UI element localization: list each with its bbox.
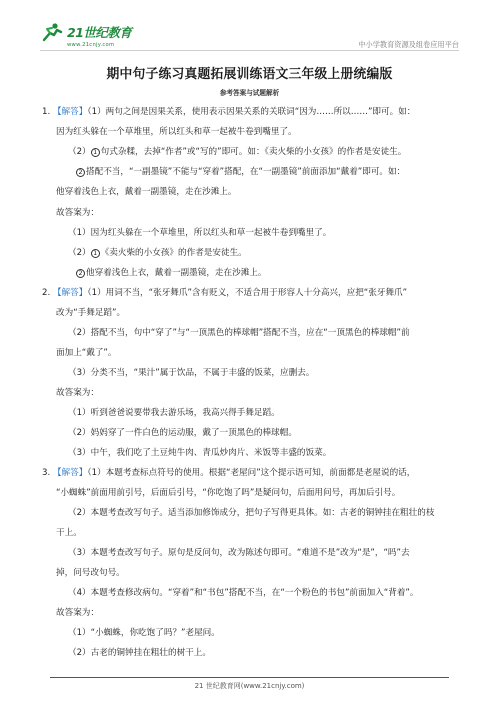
logo-subtext: www.21cnjy.com	[67, 42, 115, 48]
q3-line-2: “小蜘蛛”前面用前引号，后面后引号，“你吃饱了吗”是疑问句，后面用问号，再加后引号。	[56, 488, 401, 498]
q2-answer-3: （3）中午，我们吃了土豆炖牛肉、青瓜炒肉片、米饭等丰盛的饭菜。	[68, 448, 332, 458]
q1-line-1	[42, 106, 415, 118]
q1-line-5: 他穿着浅色上衣，戴着一副墨镜，走在沙滩上。	[56, 187, 237, 197]
q3-line-5: （3）本题考查改写句子。原句是反问句，改为陈述句即可。“难道不是”改为“是”，“吗”去	[68, 548, 410, 558]
q2-answer-tag: 【解答】	[52, 288, 88, 298]
q3-answer-2: （2）古老的铜钟挂在粗壮的树干上。	[68, 648, 211, 658]
q2-answer-label: 故答案为：	[56, 388, 99, 398]
q1-answer-label: 故答案为：	[56, 208, 99, 218]
q3-line-3: （2）本题考查改写句子。适当添加修饰成分，把句子写得更具体。如：古老的铜钟挂在粗壮的枝	[68, 508, 435, 518]
q1-answer-1: （1）因为红头躲在一个草堆里，所以红头和草一起被牛卷到嘴里了。	[68, 228, 332, 238]
q1-number: 1.	[42, 107, 51, 117]
q2-answer-2: （2）妈妈穿了一件白色的运动服，戴了一顶黑色的棒球帽。	[68, 428, 297, 438]
q3-text-1: （1）本题考查标点符号的使用。根据“老屋问”这个提示语可知，前面都是老屋说的话，	[87, 468, 416, 478]
q1-answer-2	[68, 247, 247, 259]
q1-answer-tag: 【解答】	[52, 107, 88, 117]
q2-answer-1: （1）听到爸爸说要带我去游乐场，我高兴得手舞足蹈。	[68, 408, 280, 418]
q3-answer-label: 故答案为：	[56, 608, 99, 618]
q1-circled-number: 1	[91, 249, 100, 258]
q3-line-4: 干上。	[56, 528, 82, 538]
page-subtitle: 参考答案与试题解析	[219, 89, 280, 97]
q1-circled-number: 1	[91, 148, 100, 157]
platform-label: 中小学教育资源及组卷应用平台	[358, 40, 459, 49]
q1-circled-number: 2	[76, 269, 85, 278]
q3-answer-tag: 【解答】	[52, 468, 88, 478]
q1-answer-2b: 《卖火柴的小女孩》的作者是安徒生。	[100, 248, 247, 258]
q1-circled-number: 2	[76, 168, 85, 177]
q1-line-3	[68, 146, 406, 158]
q3-answer-1: （1）“小蜘蛛，你吃饱了吗？”老屋问。	[68, 628, 220, 638]
q2-text-1: （1）用词不当，“张牙舞爪”含有贬义，不适合用于形容人十分高兴，应把“张牙舞爪”	[87, 288, 408, 298]
q2-line-5: （3）分类不当，“果汁”属于饮品，不属于丰盛的饭菜，应删去。	[68, 368, 315, 378]
q2-line-1	[42, 287, 407, 299]
q1-line-4	[76, 166, 405, 178]
header-divider	[40, 50, 459, 51]
q1-answer-3	[76, 267, 266, 279]
q3-number: 3.	[42, 468, 51, 478]
runner-logo-icon	[40, 22, 64, 44]
q2-number: 2.	[42, 288, 51, 298]
q1-answer-2a: （2）	[68, 248, 91, 258]
q1-answer-3-text: 他穿着浅色上衣，戴着一副墨镜，走在沙滩上。	[86, 268, 267, 278]
q3-line-6: 掉，问号改句号。	[56, 568, 125, 578]
q1-text-3b: 句式杂糅，去掉“作者”或“写的”即可。如：《卖火柴的小女孩》的作者是安徒生。	[100, 147, 407, 157]
q1-text-4: 搭配不当，“一副墨镜”不能与“穿着”搭配，在“一副墨镜”前面添加“戴着”即可。如：	[86, 167, 406, 177]
q1-text-1: （1）两句之间是因果关系，使用表示因果关系的关联词“因为……所以……”即可。如：	[87, 107, 416, 117]
q3-line-1	[42, 467, 415, 479]
page-title: 期中句子练习真题拓展训练语文三年级上册统编版	[106, 67, 393, 82]
footer-link[interactable]: 21 世纪教育网(www.21cnjy.com)	[194, 682, 305, 690]
q3-line-7: （4）本题考查修改病句。“穿着”和“书包”搭配不当，在“一个粉色的书包”前面加入“背着”。	[68, 588, 419, 598]
q2-line-4: 面加上“戴了”。	[56, 348, 117, 358]
logo-text: 21世纪教育	[67, 24, 132, 40]
q1-line-2: 因为红头躲在一个草堆里，所以红头和草一起被牛卷到嘴里了。	[56, 127, 297, 137]
q2-line-3: （2）搭配不当，句中“穿了”与“一顶黑色的棒球帽”搭配不当，应在“一顶黑色的棒球帽”前	[68, 328, 410, 338]
q2-line-2: 改为“手舞足蹈”。	[56, 308, 126, 318]
q1-text-3a: （2）	[68, 147, 91, 157]
footer-divider	[50, 677, 449, 678]
